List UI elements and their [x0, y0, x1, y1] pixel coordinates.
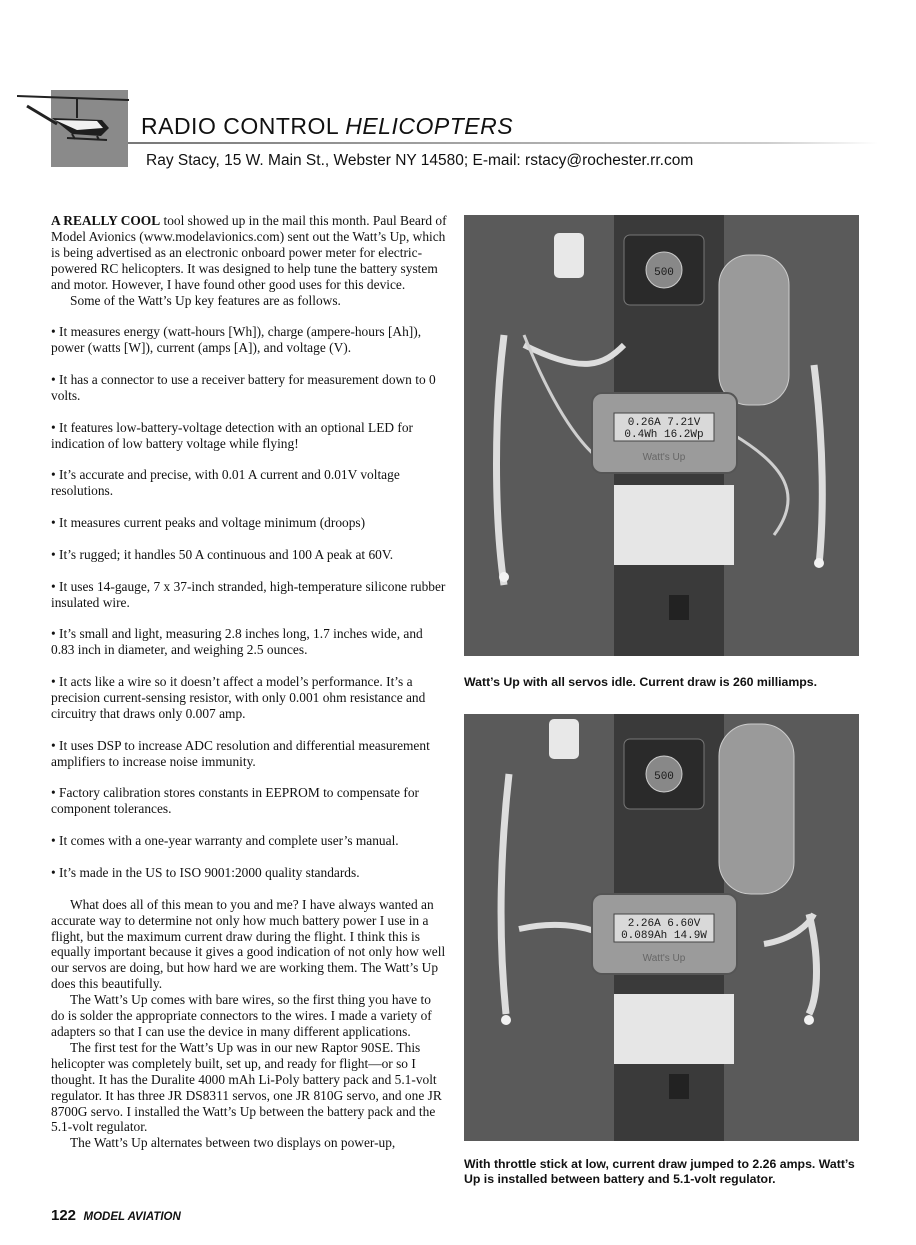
body-paragraph: The Watt’s Up alternates between two displays on power-up,: [70, 1135, 396, 1151]
page-number: 122: [51, 1207, 77, 1224]
bullet-item: • Factory calibration stores constants in EEPROM to compensate for component tolerances.: [51, 785, 420, 817]
body-paragraph: The Watt’s Up comes with bare wires, so the first thing you have to do is solder the appropriate connectors to the wires. I made a variety of adapters so that I can use the device in many different applications.: [51, 992, 432, 1039]
bullet-item: • It has a connector to use a receiver battery for measurement down to 0 volts.: [51, 372, 436, 403]
article-body: [51, 213, 447, 1151]
header-rule: [128, 142, 878, 144]
bullet-item: • It’s small and light, measuring 2.8 inches long, 1.7 inches wide, and 0.83 inch in diameter, and weighing 2.5 ounces.: [51, 626, 423, 658]
bullet-item: • It measures current peaks and voltage minimum (droops): [51, 515, 366, 531]
servo-label: 500: [654, 771, 674, 783]
bullet-item: • It comes with a one-year warranty and complete user’s manual.: [51, 833, 399, 849]
column-title-plain: RADIO CONTROL: [141, 113, 346, 139]
servo-label: 500: [654, 267, 674, 279]
display-line-2: 0.089Ah 14.9W: [621, 930, 707, 942]
bullet-item: • It uses 14-gauge, 7 x 37-inch stranded, high-temperature silicone rubber insulated wire.: [51, 578, 446, 610]
helicopter-icon: [17, 88, 137, 168]
body-paragraph: The first test for the Watt’s Up was in our new Raptor 90SE. This helicopter was completely built, set up, and ready for flight—or so I thought. It has the Duralite 4000 mAh Li-Poly battery pack and 5.1-volt regulator. It has three JR DS8311 servos, one JR 810G servo, and one JR 8700G servo. I installed the Watt’s Up between the battery pack and the 5.1-volt regulator.: [51, 1039, 442, 1135]
lead-in: A REALLY COOL: [51, 213, 161, 228]
photo-watts-up-idle: [464, 215, 859, 656]
display-line-1: 0.26A 7.21V: [627, 417, 701, 429]
header-photo: [51, 90, 128, 167]
features-intro: Some of the Watt’s Up key features are as follows.: [70, 292, 341, 308]
device-label: Watt's Up: [642, 953, 686, 964]
author-line: Ray Stacy, 15 W. Main St., Webster NY 14580; E-mail: rstacy@rochester.rr.com: [146, 152, 694, 169]
intro-text: tool showed up in the mail this month. Paul Beard of Model Avionics (www.modelavionics.com) sent out the Watt’s Up, which is being advertised as an electronic onboard power meter for electric-powered RC helicopters. It was designed to help tune the battery system and motor. However, I have found other good uses for this device.: [51, 213, 447, 292]
body-paragraph: What does all of this mean to you and me? I have always wanted an accurate way to determine not only how much battery power I use in a flight, but the maximum current draw during the flight. I think this is equally important because it gives a good indication of not only how well our servos are doing, but how hard we are working them. The Watt’s Up does this beautifully.: [51, 896, 446, 992]
intro-paragraph: [51, 213, 447, 293]
bullet-item: • It features low-battery-voltage detection with an optional LED for indication of low battery voltage while flying!: [51, 419, 414, 451]
page-footer: [51, 1207, 181, 1225]
display-line-2: 0.4Wh 16.2Wp: [624, 429, 704, 441]
bullet-item: • It uses DSP to increase ADC resolution and differential measurement amplifiers to increase noise immunity.: [51, 737, 430, 769]
photo-watts-up-throttle: [464, 714, 859, 1141]
bullet-item: • It’s made in the US to ISO 9001:2000 quality standards.: [51, 864, 360, 880]
bullet-item: • It’s accurate and precise, with 0.01 A current and 0.01V voltage resolutions.: [51, 467, 400, 499]
device-label: Watt's Up: [642, 452, 686, 463]
column-title-italic: HELICOPTERS: [345, 113, 514, 139]
bullet-item: • It acts like a wire so it doesn’t affect a model’s performance. It’s a precision current-sensing resistor, with only 0.001 ohm resistance and circuitry that draws only 0.007 amp.: [51, 674, 426, 721]
figure-caption: Watt’s Up with all servos idle. Current draw is 260 milliamps.: [464, 675, 818, 689]
bullet-item: • It’s rugged; it handles 50 A continuous and 100 A peak at 60V.: [51, 546, 394, 562]
column-title: [141, 113, 513, 140]
display-line-1: 2.26A 6.60V: [627, 918, 701, 930]
bullet-item: • It measures energy (watt-hours [Wh]), charge (ampere-hours [Ah]), power (watts [W]), current (amps [A]), and voltage (V).: [51, 324, 422, 356]
figure-caption: With throttle stick at low, current draw jumped to 2.26 amps. Watt’s Up is installed between battery and 5.1-volt regulator.: [464, 1157, 855, 1186]
magazine-name: MODEL AVIATION: [83, 1211, 181, 1223]
